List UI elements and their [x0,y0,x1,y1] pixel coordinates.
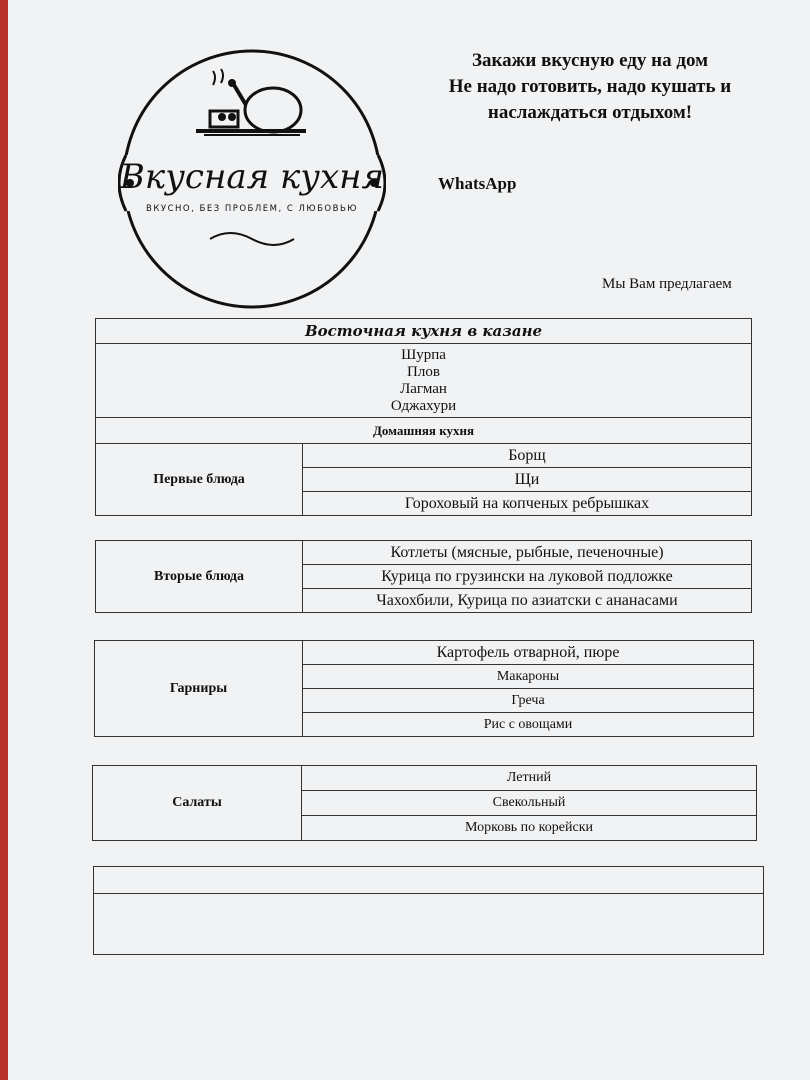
background-edge [0,0,8,1080]
list-item: Лагман [400,381,447,397]
brand-name: Вкусная кухня [119,157,385,197]
list-item: Рис с овощами [303,713,754,737]
menu-table-blank [93,866,764,955]
brand-tagline: ВКУСНО, БЕЗ ПРОБЛЕМ, С ЛЮБОВЬЮ [146,204,358,214]
roast-chicken-icon [196,69,306,135]
list-item: Чахохбили, Курица по азиатски с ананасами [303,589,752,613]
home-cuisine-title: Домашняя кухня [96,418,752,444]
blank-row [94,894,764,955]
list-item: Картофель отварной, пюре [303,641,754,665]
list-item: Свекольный [302,791,757,816]
menu-table-salads [92,765,757,841]
list-item: Гороховый на копченых ребрышках [303,492,752,516]
second-courses-label: Вторые блюда [96,541,303,613]
list-item: Макароны [303,665,754,689]
salads-label: Салаты [93,766,302,841]
list-item: Греча [303,689,754,713]
list-item: Оджахури [390,398,457,414]
eastern-cuisine-title: Восточная кухня в казане [96,319,752,344]
menu-table-main [95,318,752,516]
list-item: Борщ [303,444,752,468]
whatsapp-label: WhatsApp [438,174,517,193]
headline-line-2: Не надо готовить, надо кушать и [448,76,732,97]
ornament-icon [210,233,294,245]
headline-line-3: наслаждаться отдыхом! [487,102,693,123]
list-item: Курица по грузински на луковой подложке [303,565,752,589]
menu-table-garnishes [94,640,754,737]
offer-label: Мы Вам предлагаем [602,276,732,292]
blank-row [94,867,764,894]
list-item: Плов [407,364,440,380]
list-item: Летний [302,766,757,791]
list-item: Щи [303,468,752,492]
menu-table-second-courses [95,540,752,613]
brand-logo [118,45,386,313]
headline [400,48,780,126]
list-item: Морковь по корейски [302,816,757,841]
headline-line-1: Закажи вкусную еду на дом [471,50,709,71]
first-courses-label: Первые блюда [96,444,303,516]
garnishes-label: Гарниры [95,641,303,737]
list-item: Котлеты (мясные, рыбные, печеночные) [303,541,752,565]
eastern-cuisine-list [96,344,752,418]
list-item: Шурпа [401,347,446,363]
